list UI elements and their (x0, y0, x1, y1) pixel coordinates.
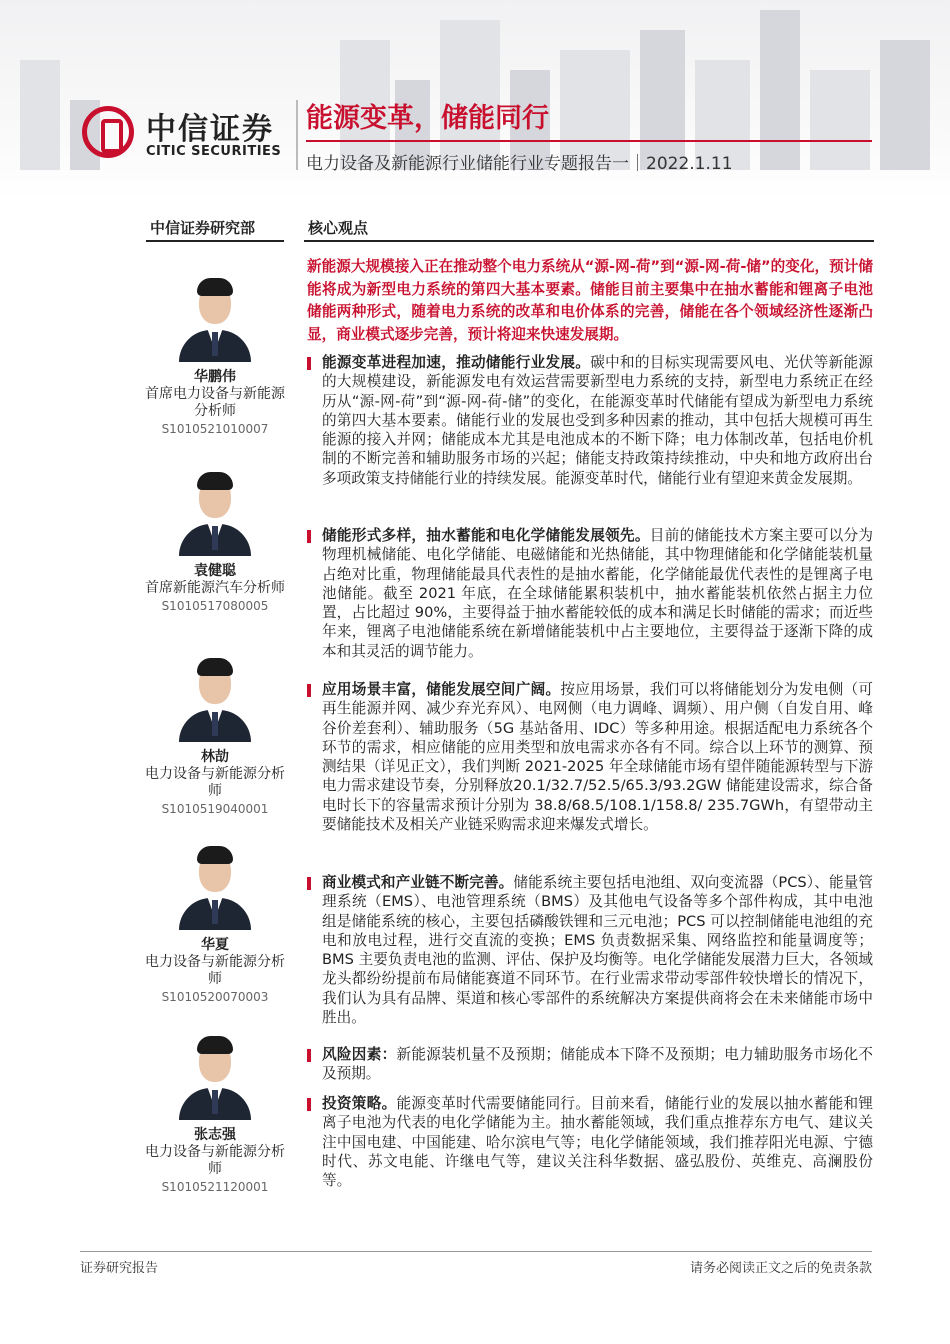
summary-paragraph: 新能源大规模接入正在推动整个电力系统从“源-网-荷”到“源-网-荷-储”的变化，预计储能将成为新型电力系统的第四大基本要素。储能目前主要集中在抽水蓄能和锂离子电池储能两种形式，随着电力系统的改革和电价体系的完善，储能在各个领域经济性逐渐凸显，商业模式逐步完善，预计将迎来快速发展期。 (307, 258, 873, 343)
right-heading-rule (304, 240, 874, 242)
analyst-code: S1010521120001 (161, 1180, 269, 1194)
analyst-code: S1010519040001 (161, 802, 269, 816)
research-dept-heading: 中信证券研究部 (150, 219, 256, 237)
analyst-code: S1010517080005 (161, 599, 269, 613)
bullet-point (307, 353, 873, 488)
logo-english: CITIC SECURITIES (146, 144, 282, 159)
bullet-body: 新能源装机量不及预期；储能成本下降不及预期；电力辅助服务市场化不及预期。 (322, 1046, 873, 1083)
citic-emblem-icon (82, 106, 134, 158)
bullet-marker (307, 1098, 311, 1111)
left-heading-rule (146, 240, 284, 242)
citic-logo (82, 104, 292, 164)
logo-chinese: 中信证券 (146, 112, 274, 147)
bullet-marker (307, 530, 311, 543)
core-views-heading: 核心观点 (308, 219, 369, 237)
bullet-point (307, 873, 873, 1027)
bullet-point (307, 1045, 873, 1084)
analyst-photo (175, 1030, 255, 1120)
analyst-code: S1010521010007 (161, 422, 269, 436)
bullet-heading: 储能形式多样，抽水蓄能和电化学储能发展领先。 (322, 527, 650, 544)
analyst-name: 华鹏伟 (194, 369, 236, 385)
bullet-marker (307, 684, 311, 697)
footer-report-type: 证券研究报告 (80, 1261, 159, 1276)
bullet-heading: 投资策略。 (322, 1095, 397, 1112)
analyst-name: 张志强 (194, 1127, 236, 1143)
bullet-marker (307, 1049, 311, 1062)
analyst-card (140, 466, 290, 613)
analyst-role: 首席新能源汽车分析师 (145, 580, 285, 596)
analyst-photo (175, 840, 255, 930)
analyst-role: 电力设备与新能源分析师 (145, 954, 285, 987)
analyst-code: S1010520070003 (161, 990, 269, 1004)
bullet-marker (307, 877, 311, 890)
bullet-body: 能源变革时代需要储能同行。目前来看，储能行业的发展以抽水蓄能和锂离子电池为代表的电化学储能为主。抽水蓄能领域，我们重点推荐东方电气、建议关注中国电建、中国能建、哈尔滨电气等；电化学储能领域，我们推荐阳光电源、宁德时代、苏文电能、许继电气等，建议关注科华数据、盛弘股份、英维克、高澜股份等。 (322, 1095, 873, 1190)
bullet-heading: 商业模式和产业链不断完善。 (322, 874, 514, 891)
analyst-photo (175, 272, 255, 362)
report-title: 能源变革，储能同行 (306, 103, 549, 134)
analyst-photo (175, 652, 255, 742)
footer-rule (80, 1251, 872, 1252)
bullet-body: 按应用场景，我们可以将储能划分为发电侧（可再生能源并网、减少弃光弃风）、电网侧（电力调峰、调频）、用户侧（自发自用、峰谷价差套利）、辅助服务（5G 基站备用、IDC）等多种用途。根据适配电力系统各个环节的需求，相应储能的应用类型和放电需求亦各有不同。综合以上环节的测算、预测结果（详见正文），我们判断 2021-2025 年全球储能市场有望伴随能源转型与下游电力需求建设节奏，分别释放20.1/32.7/52.5/65.3/93.2GW 储能建设需求，综合备电时长下的容量需求预计分别为 38.8/68.5/108.1/158.8/ 235.7GWh，有望带动主要储能技术及相关产业链采购需求迎来爆发式增长。 (322, 681, 873, 834)
analyst-name: 华夏 (201, 937, 229, 953)
analyst-card (140, 652, 290, 816)
bullet-heading: 应用场景丰富，储能发展空间广阔。 (322, 681, 561, 698)
analyst-name: 袁健聪 (194, 563, 236, 579)
bullet-point (307, 680, 873, 834)
bullet-heading: 风险因素： (322, 1046, 397, 1063)
analyst-photo (175, 466, 255, 556)
header-divider (296, 100, 298, 170)
analyst-card (140, 1030, 290, 1194)
bullet-body: 储能系统主要包括电池组、双向变流器（PCS）、能量管理系统（EMS）、电池管理系统（BMS）及其他电气设备等多个部件构成，其中电池组是储能系统的核心，主要包括磷酸铁锂和三元电池；PCS 可以控制储能电池组的充电和放电过程，进行交直流的变换；EMS 负责数据采集、网络监控和能量调度等；BMS 主要负责电池的监测、评估、保护及均衡等。电化学储能发展潜力巨大，各领域龙头都纷纷提前布局储能赛道不同环节。在行业需求带动零部件较快增长的情况下，我们认为具有品牌、渠道和核心零部件的系统解决方案提供商将会在未来储能市场中胜出。 (322, 874, 873, 1027)
analyst-role: 首席电力设备与新能源分析师 (145, 386, 285, 419)
title-underline (306, 140, 872, 142)
footer-disclaimer-note: 请务必阅读正文之后的免责条款 (689, 1261, 872, 1276)
bullet-point (307, 526, 873, 661)
bullet-body: 目前的储能技术方案主要可以分为物理机械储能、电化学储能、电磁储能和光热储能，其中物理储能和化学储能装机量占绝对比重，物理储能最具代表性的是抽水蓄能，化学储能最优代表性的是锂离子电池储能。截至 2021 年底，在全球储能累积装机中，抽水蓄能装机依然占据主力位置，占比超过 90%，主要得益于抽水蓄能较低的成本和满足长时储能的需求；而近些年来，锂离子电池储能系统在新增储能装机中占主要地位，主要得益于逐渐下降的成本和其灵活的调节能力。 (322, 527, 873, 660)
report-subtitle: 电力设备及新能源行业储能行业专题报告一｜2022.1.11 (306, 154, 733, 174)
analyst-card (140, 840, 290, 1004)
bullet-body: 碳中和的目标实现需要风电、光伏等新能源的大规模建设，新能源发电有效运营需要新型电力系统的支持，新型电力系统正在经历从“源-网-荷”到“源-网-荷-储”的变化，在能源变革时代储能有望成为新型电力系统的第四大基本要素。储能行业的发展也受到多种因素的推动，其中包括大规模可再生能源的接入并网；储能成本尤其是电池成本的不断下降；电力体制改革，包括电价机制的不断完善和辅助服务市场的兴起；储能支持政策持续推动，中央和地方政府出台多项政策支持储能行业的持续发展。能源变革时代，储能行业有望迎来黄金发展期。 (322, 354, 873, 487)
analyst-role: 电力设备与新能源分析师 (145, 766, 285, 799)
analyst-card (140, 272, 290, 436)
bullet-point (307, 1094, 873, 1190)
analyst-role: 电力设备与新能源分析师 (145, 1144, 285, 1177)
analyst-name: 林劼 (201, 749, 229, 765)
bullet-heading: 能源变革进程加速，推动储能行业发展。 (322, 354, 591, 371)
bullet-marker (307, 357, 311, 370)
